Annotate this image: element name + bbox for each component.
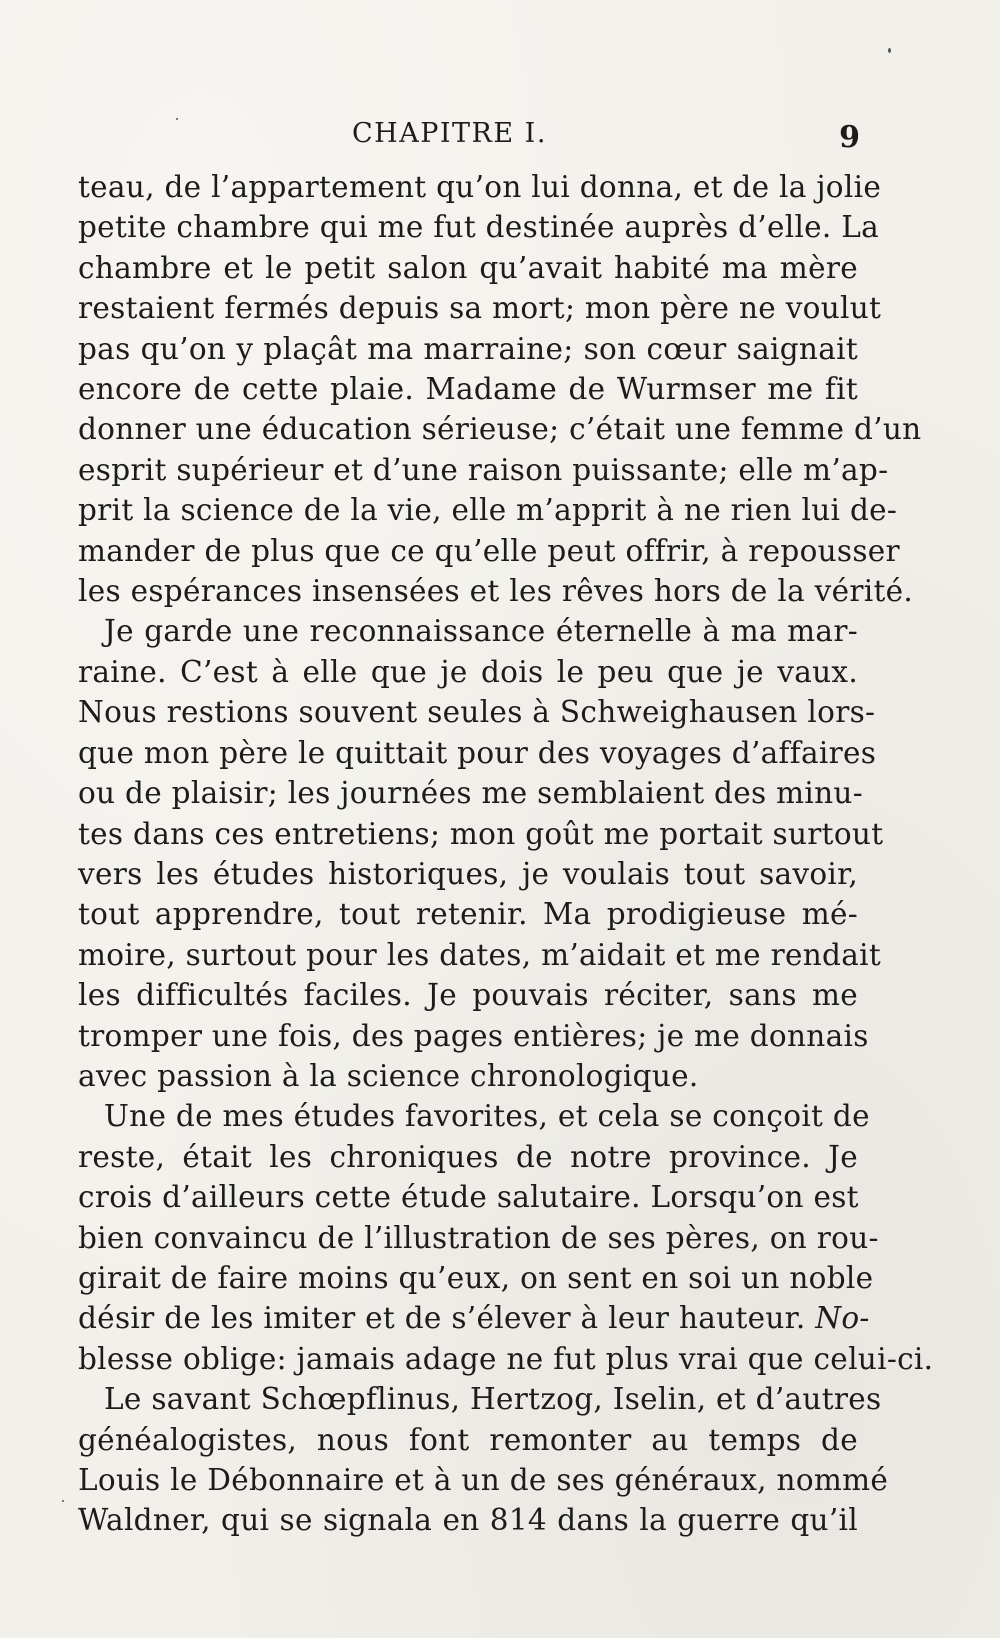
line-text: désir de les imiter et de s’élever à leur hauteur. [78, 1301, 806, 1336]
text-line: généalogistes, nous font remonter au temps de [78, 1422, 858, 1457]
text-line: prit la science de la vie, elle m’apprit à ne rien lui de- [78, 493, 898, 528]
text-line: donner une éducation sérieuse; c’était une femme d’un [78, 412, 922, 447]
text-line: Nous restions souvent seules à Schweighausen lors- [78, 695, 876, 730]
page-number: 9 [839, 120, 860, 155]
text-line: girait de faire moins qu’eux, on sent en soi un noble [78, 1260, 874, 1295]
chapter-title: CHAPITRE I. [352, 118, 547, 149]
text-line: Une de mes études favorites, et cela se conçoit de [104, 1099, 870, 1134]
text-line: tout apprendre, tout retenir. Ma prodigieuse mé- [78, 897, 858, 932]
paper-speck [62, 1500, 64, 1502]
text-line: pas qu’on y plaçât ma marraine; son cœur saignait [78, 331, 858, 366]
text-line: tes dans ces entretiens; mon goût me portait surtout [78, 816, 884, 851]
text-line: Louis le Débonnaire et à un de ses généraux, nommé [78, 1463, 889, 1497]
text-line: teau, de l’appartement qu’on lui donna, et de la jolie [78, 170, 882, 204]
text-line: vers les études historiques, je voulais tout savoir, [78, 856, 858, 891]
text-line: ou de plaisir; les journées me semblaient des minu- [78, 776, 863, 811]
text-line: petite chambre qui me fut destinée auprès d’elle. La [78, 210, 880, 245]
body-text [78, 167, 934, 1541]
text-line: Waldner, qui se signala en 814 dans la guerre qu’il [78, 1503, 858, 1538]
text-line: avec passion à la science chronologique. [78, 1058, 699, 1093]
italic-span: No- [815, 1301, 870, 1336]
text-line: tromper une fois, des pages entières; je me donnais [78, 1018, 869, 1053]
text-line: que mon père le quittait pour des voyages d’affaires [78, 735, 877, 770]
text-line: esprit supérieur et d’une raison puissante; elle m’ap- [78, 452, 889, 487]
running-head [0, 118, 1000, 158]
text-line: restaient fermés depuis sa mort; mon père ne voulut [78, 291, 882, 326]
text-line: mander de plus que ce qu’elle peut offrir, à repousser [78, 533, 900, 568]
text-line: Le savant Schœpflinus, Hertzog, Iselin, et d’autres [104, 1382, 882, 1417]
text-line: bien convaincu de l’illustration de ses pères, on rou- [78, 1220, 879, 1255]
text-line: crois d’ailleurs cette étude salutaire. Lorsqu’on est [78, 1180, 859, 1215]
text-line: moire, surtout pour les dates, m’aidait et me rendait [78, 937, 882, 972]
text-line-with-italic [78, 1298, 870, 1338]
text-line: raine. C’est à elle que je dois le peu que je vaux. [78, 654, 858, 689]
text-line: les difficultés faciles. Je pouvais réciter, sans me [78, 978, 858, 1013]
text-line: reste, était les chroniques de notre province. Je [78, 1139, 858, 1174]
paper-speck [176, 118, 178, 120]
text-line: encore de cette plaie. Madame de Wurmser me fit [78, 372, 858, 407]
paper-speck [888, 48, 891, 53]
text-line: blesse oblige: jamais adage ne fut plus vrai que celui-ci. [78, 1341, 934, 1376]
text-line: chambre et le petit salon qu’avait habité ma mère [78, 250, 858, 285]
text-line: les espérances insensées et les rêves hors de la vérité. [78, 574, 914, 609]
text-line: Je garde une reconnaissance éternelle à ma mar- [104, 614, 858, 649]
